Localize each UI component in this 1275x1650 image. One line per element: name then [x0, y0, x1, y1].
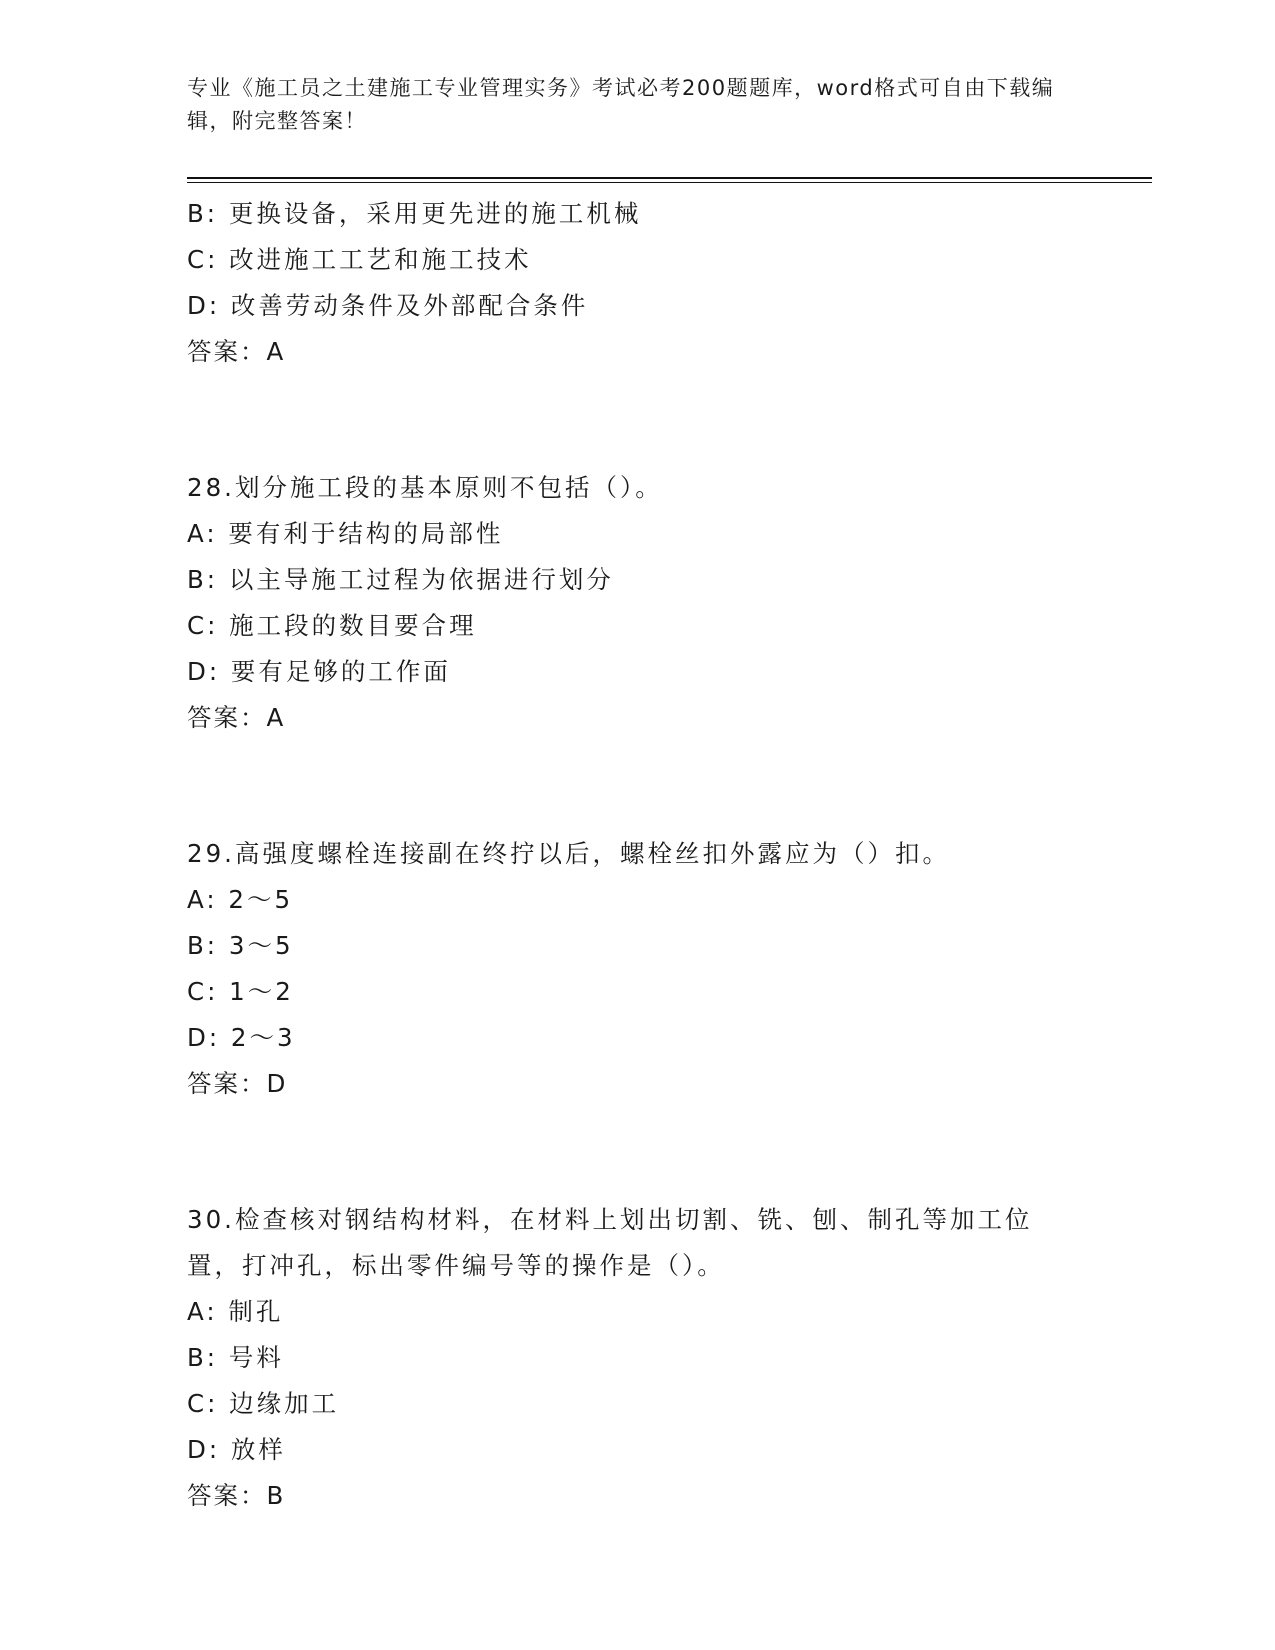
- option-d: D: 2～3: [187, 1023, 296, 1052]
- option-b: B: 更换设备，采用更先进的施工机械: [187, 199, 642, 228]
- question-29: [187, 831, 1147, 1107]
- option-a: A: 制孔: [187, 1297, 284, 1326]
- answer-value: A: [266, 337, 285, 366]
- answer-value: D: [266, 1069, 287, 1098]
- option-a: A: 要有利于结构的局部性: [187, 519, 504, 548]
- question-27-continued: [187, 191, 1147, 375]
- option-d: D: 改善劳动条件及外部配合条件: [187, 291, 589, 320]
- answer-value: A: [266, 703, 285, 732]
- question-stem: 29.高强度螺栓连接副在终拧以后，螺栓丝扣外露应为（）扣。: [187, 839, 950, 868]
- answer-label: 答案：: [187, 1481, 267, 1510]
- option-c: C: 边缘加工: [187, 1389, 340, 1418]
- answer-line: [187, 1061, 1147, 1107]
- option-c: C: 1～2: [187, 977, 294, 1006]
- question-stem: 28.划分施工段的基本原则不包括（）。: [187, 473, 663, 502]
- option-d: D: 放样: [187, 1435, 286, 1464]
- option-b: B: 3～5: [187, 931, 294, 960]
- question-30: [187, 1197, 1147, 1519]
- answer-label: 答案：: [187, 337, 267, 366]
- option-b: B: 号料: [187, 1343, 284, 1372]
- question-stem: 30.检查核对钢结构材料，在材料上划出切割、铣、刨、制孔等加工位置，打冲孔，标出零件编号等的操作是（）。: [187, 1205, 1033, 1280]
- question-content: [187, 191, 1147, 1519]
- answer-value: B: [266, 1481, 285, 1510]
- option-c: C: 改进施工工艺和施工技术: [187, 245, 532, 274]
- header-rule-thin: [187, 182, 1152, 183]
- answer-line: [187, 1473, 1147, 1519]
- spacer: [187, 1107, 1147, 1197]
- option-a: A: 2～5: [187, 885, 294, 914]
- answer-line: [187, 695, 1147, 741]
- spacer: [187, 741, 1147, 831]
- option-b: B: 以主导施工过程为依据进行划分: [187, 565, 614, 594]
- header-rule-thick: [187, 177, 1152, 179]
- answer-line: [187, 329, 1147, 375]
- option-d: D: 要有足够的工作面: [187, 657, 451, 686]
- option-c: C: 施工段的数目要合理: [187, 611, 477, 640]
- spacer: [187, 375, 1147, 465]
- question-28: [187, 465, 1147, 741]
- answer-label: 答案：: [187, 1069, 267, 1098]
- answer-label: 答案：: [187, 703, 267, 732]
- page-header: 专业《施工员之土建施工专业管理实务》考试必考200题题库，word格式可自由下载编辑，附完整答案！: [187, 76, 1055, 133]
